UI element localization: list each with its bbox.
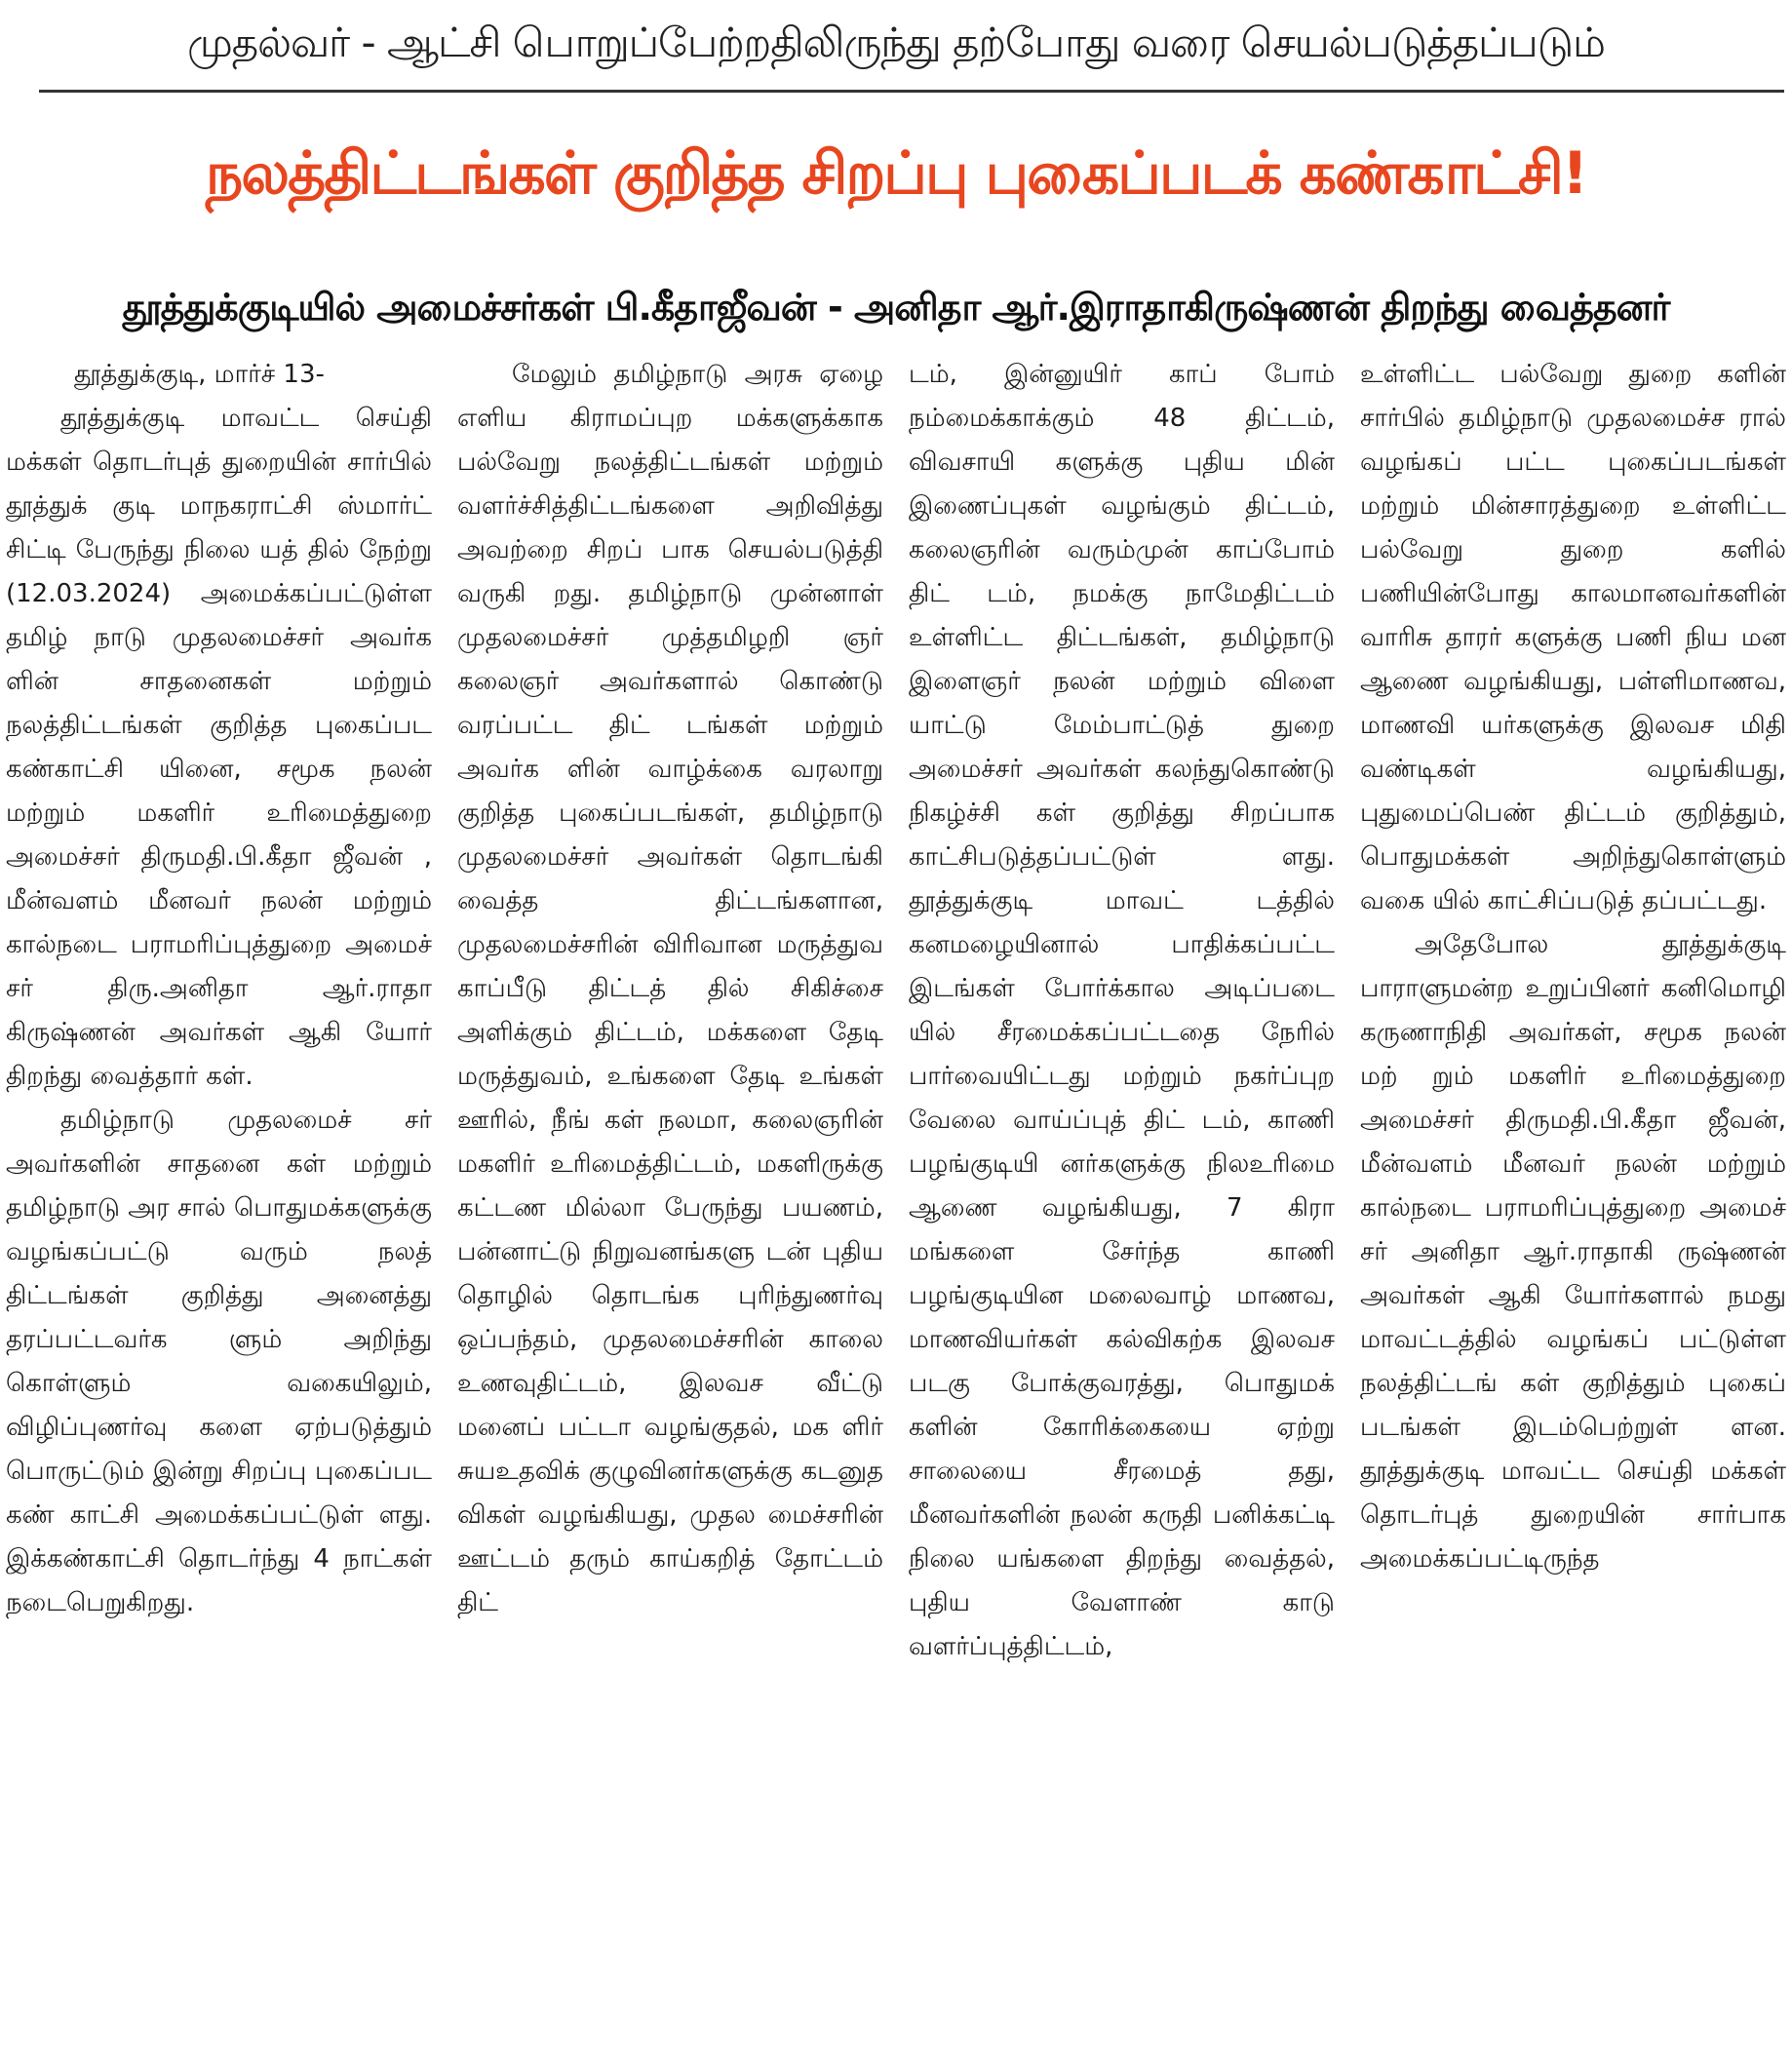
headline: நலத்திட்டங்கள் குறித்த சிறப்பு புகைப்படக் கண்காட்சி! (205, 139, 1587, 208)
paragraph: அதேபோல தூத்துக்குடி பாராளுமன்ற உறுப்பினர் கனிமொழி கருணாநிதி அவர்கள், சமூக நலன் மற் றும் மகளிர் உரிமைத்துறை அமைச்சர் திருமதி.பி.கீதா ஜீவன், மீன்வளம் மீனவர் நலன் மற்றும் கால்நடை பராமரிப்புத்துறை அமைச் சர் அனிதா ஆர்.ராதாகி ருஷ்ணன் அவர்கள் ஆகி யோர்களால் நமது மாவட்டத்தில் வழங்கப் பட்டுள்ள நலத்திட்டங் கள் குறித்தும் புகைப் படங்கள் இடம்பெற்றுள் ளன. தூத்துக்குடி மாவட்ட செய்தி மக்கள் தொடர்புத் துறையின் சார்பாக அமைக்கப்பட்டிருந்த (1360, 930, 1786, 1574)
paragraph: தூத்துக்குடி மாவட்ட செய்தி மக்கள் தொடர்புத் துறையின் சார்பில் தூத்துக் குடி மாநகராட்சி ஸ்மார்ட் சிட்டி பேருந்து நிலை யத் தில் நேற்று (12.03.2024) அமைக்கப்பட்டுள்ள தமிழ் நாடு முதலமைச்சர் அவர்க ளின் சாதனைகள் மற்றும் நலத்திட்டங்கள் குறித்த புகைப்பட கண்காட்சி யினை, சமூக நலன் மற்றும் மகளிர் உரிமைத்துறை அமைச்சர் திருமதி.பி.கீதா ஜீவன் , மீன்வளம் மீனவர் நலன் மற்றும் கால்நடை பராமரிப்புத்துறை அமைச் சர் திரு.அனிதா ஆர்.ராதா கிருஷ்ணன் அவர்கள் ஆகி யோர் திறந்து வைத்தார் கள். (6, 404, 432, 1091)
article-column-1 (6, 353, 432, 2057)
article-body (6, 353, 1786, 2057)
article-column-4 (1360, 353, 1786, 2057)
dateline: தூத்துக்குடி, மார்ச் 13- (74, 360, 325, 389)
paragraph: தமிழ்நாடு முதலமைச் சர் அவர்களின் சாதனை கள் மற்றும் தமிழ்நாடு அர சால் பொதுமக்களுக்கு வழங்கப்பட்டு வரும் நலத் திட்டங்கள் குறித்து அனைத்து தரப்பட்டவர்க ளும் அறிந்து கொள்ளும் வகையிலும், விழிப்புணர்வு களை ஏற்படுத்தும் பொருட்டும் இன்று சிறப்பு புகைப்பட கண் காட்சி அமைக்கப்பட்டுள் ளது. இக்கண்காட்சி தொடர்ந்து 4 நாட்கள் நடைபெறுகிறது. (6, 1106, 432, 1617)
paragraph: டம், இன்னுயிர் காப் போம் நம்மைக்காக்கும் 48 திட்டம், விவசாயி களுக்கு புதிய மின் இணைப்புகள் வழங்கும் திட்டம், கலைஞரின் வரும்முன் காப்போம் திட் டம், நமக்கு நாமேதிட்டம் உள்ளிட்ட திட்டங்கள், தமிழ்நாடு இளைஞர் நலன் மற்றும் விளை யாட்டு மேம்பாட்டுத் துறை அமைச்சர் அவர்கள் கலந்துகொண்டு நிகழ்ச்சி கள் குறித்து சிறப்பாக காட்சிபடுத்தப்பட்டுள் ளது. தூத்துக்குடி மாவட் டத்தில் கனமழையினால் பாதிக்கப்பட்ட இடங்கள் போர்க்கால அடிப்படை யில் சீரமைக்கப்பட்டதை நேரில் பார்வையிட்டது மற்றும் நகர்ப்புற வேலை வாய்ப்புத் திட் டம், காணி பழங்குடியி னர்களுக்கு நிலஉரிமை ஆணை வழங்கியது, 7 கிரா மங்களை சேர்ந்த காணி பழங்குடியின மலைவாழ் மாணவ, மாணவியர்கள் கல்விகற்க இலவச படகு போக்குவரத்து, பொதுமக் களின் கோரிக்கையை ஏற்று சாலையை சீரமைத் தது, மீனவர்களின் நலன் கருதி பனிக்கட்டி நிலை யங்களை திறந்து வைத்தல், புதிய வேளாண் காடு வளர்ப்புத்திட்டம், (909, 360, 1335, 1661)
article-column-3 (909, 353, 1335, 2057)
divider-rule (39, 90, 1784, 93)
paragraph: உள்ளிட்ட பல்வேறு துறை களின் சார்பில் தமிழ்நாடு முதலமைச்ச ரால் வழங்கப் பட்ட புகைப்படங்கள் மற்றும் மின்சாரத்துறை உள்ளிட்ட பல்வேறு துறை களில் பணியின்போது காலமானவர்களின் வாரிசு தாரர் களுக்கு பணி நிய மன ஆணை வழங்கியது, பள்ளிமாணவ, மாணவி யர்களுக்கு இலவச மிதி வண்டிகள் வழங்கியது, புதுமைப்பெண் திட்டம் குறித்தும், பொதுமக்கள் அறிந்துகொள்ளும் வகை யில் காட்சிப்படுத் தப்பட்டது. (1360, 360, 1786, 915)
article-column-2 (457, 353, 883, 2057)
subheadline: தூத்துக்குடியில் அமைச்சர்கள் பி.கீதாஜீவன் - அனிதா ஆர்.இராதாகிருஷ்ணன் திறந்து வைத்தனர் (122, 286, 1670, 329)
paragraph: மேலும் தமிழ்நாடு அரசு ஏழை எளிய கிராமப்புற மக்களுக்காக பல்வேறு நலத்திட்டங்கள் மற்றும் வளர்ச்சித்திட்டங்களை அறிவித்து அவற்றை சிறப் பாக செயல்படுத்தி வருகி றது. தமிழ்நாடு முன்னாள் முதலமைச்சர் முத்தமிழறி ஞர் கலைஞர் அவர்களால் கொண்டு வரப்பட்ட திட் டங்கள் மற்றும் அவர்க ளின் வாழ்க்கை வரலாறு குறித்த புகைப்படங்கள், தமிழ்நாடு முதலமைச்சர் அவர்கள் தொடங்கி வைத்த திட்டங்களான, முதலமைச்சரின் விரிவான மருத்துவ காப்பீடு திட்டத் தில் சிகிச்சை அளிக்கும் திட்டம், மக்களை தேடி மருத்துவம், உங்களை தேடி உங்கள் ஊரில், நீங் கள் நலமா, கலைஞரின் மகளிர் உரிமைத்திட்டம், மகளிருக்கு கட்டண மில்லா பேருந்து பயணம், பன்னாட்டு நிறுவனங்களு டன் புதிய தொழில் தொடங்க புரிந்துணர்வு ஒப்பந்தம், முதலமைச்சரின் காலை உணவுதிட்டம், இலவச வீட்டு மனைப் பட்டா வழங்குதல், மக ளிர் சுயஉதவிக் குழுவினர்களுக்கு கடனுத விகள் வழங்கியது, முதல மைச்சரின் ஊட்டம் தரும் காய்கறித் தோட்டம் திட் (457, 360, 883, 1617)
kicker-line: முதல்வர் - ஆட்சி பொறுப்பேற்றதிலிருந்து தற்போது வரை செயல்படுத்தப்படும் (187, 18, 1605, 66)
